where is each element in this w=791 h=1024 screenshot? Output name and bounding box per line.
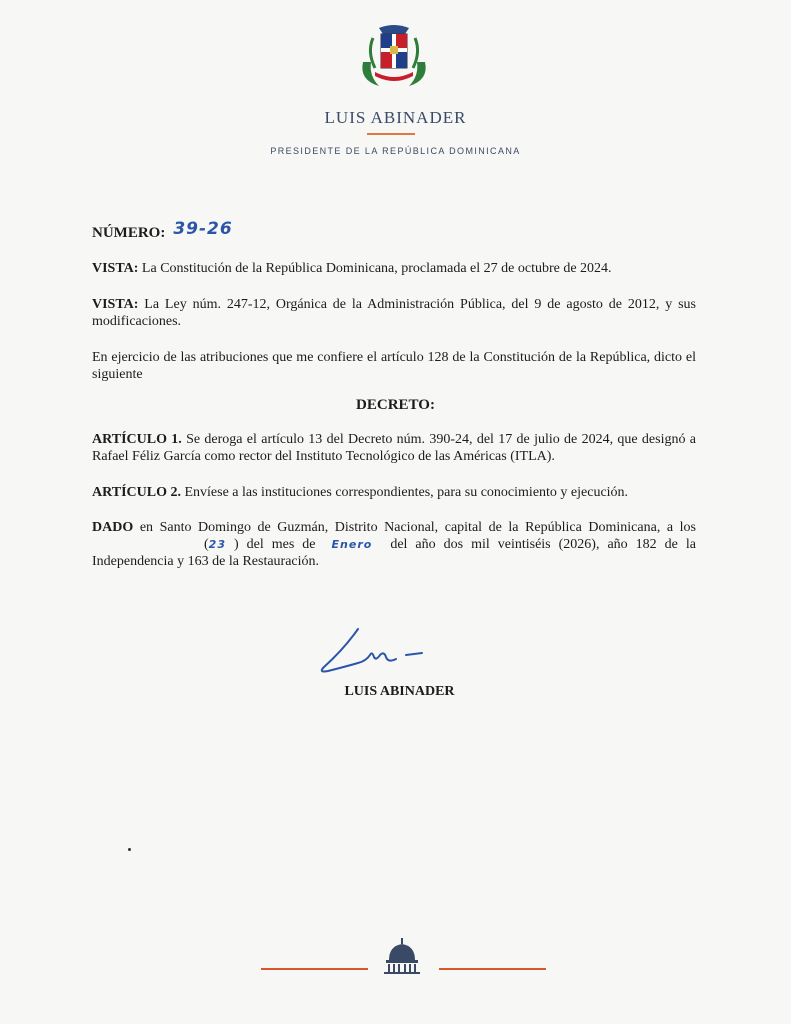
header-president-name: LUIS ABINADER xyxy=(324,108,467,127)
vista1-label: VISTA: xyxy=(92,261,139,276)
articulo2-label: ARTÍCULO 2. xyxy=(92,485,181,500)
vista1-text: La Constitución de la República Dominicana, proclamada el 27 de octubre de 2024. xyxy=(141,261,612,276)
articulo-2 xyxy=(92,484,696,501)
vista2-label: VISTA: xyxy=(92,297,139,312)
vista-ley xyxy=(92,296,696,330)
articulo1-text: Se deroga el artículo 13 del Decreto núm. 390-24, del 17 de julio de 2024, que designó a Rafael Féliz García como rector del Instituto Tecnológico de las Américas (ITLA). xyxy=(92,432,696,464)
header-president-title: PRESIDENTE DE LA REPÚBLICA DOMINICANA xyxy=(270,146,521,156)
decree-number xyxy=(92,219,696,242)
decree-number-label: NÚMERO: xyxy=(92,225,166,241)
day-handwritten: 23 xyxy=(208,538,226,551)
dado-label: DADO xyxy=(92,520,134,535)
ejercicio-paragraph: En ejercicio de las atribuciones que me confiere el artículo 128 de la Constitución de la República, dicto el siguiente xyxy=(92,350,696,382)
footer-rule-left xyxy=(261,968,368,970)
footer-rule-right xyxy=(439,968,546,970)
decree-number-value: 39-26 xyxy=(173,219,233,239)
dado-text-a: en Santo Domingo de Guzmán, Distrito Nacional, capital de la República Dominicana, a los xyxy=(139,520,697,535)
decreto-heading: DECRETO: xyxy=(356,397,435,413)
vista2-text: La Ley núm. 247-12, Orgánica de la Administración Pública, del 9 de agosto de 2012, y sus modificaciones. xyxy=(92,297,697,329)
day-open: ( xyxy=(204,537,209,552)
day-close: ) del mes de xyxy=(233,537,316,552)
palace-dome-icon xyxy=(381,938,423,974)
handwritten-signature-icon xyxy=(314,625,434,677)
articulo1-label: ARTÍCULO 1. xyxy=(92,432,182,447)
dado-text-b: del año dos mil veintiséis (2026), año 182 de la Independencia y 163 de la Restauración. xyxy=(92,537,696,569)
articulo2-text: Envíese a las instituciones correspondientes, para su conocimiento y ejecución. xyxy=(184,485,629,500)
vista-constitution xyxy=(92,260,696,277)
scan-speck xyxy=(128,848,131,851)
coat-of-arms-icon xyxy=(355,22,433,90)
month-handwritten: Enero xyxy=(331,538,373,551)
articulo-1 xyxy=(92,431,696,465)
signatory-name: LUIS ABINADER xyxy=(344,684,455,699)
header-divider xyxy=(367,133,415,135)
dado-paragraph xyxy=(92,519,696,570)
